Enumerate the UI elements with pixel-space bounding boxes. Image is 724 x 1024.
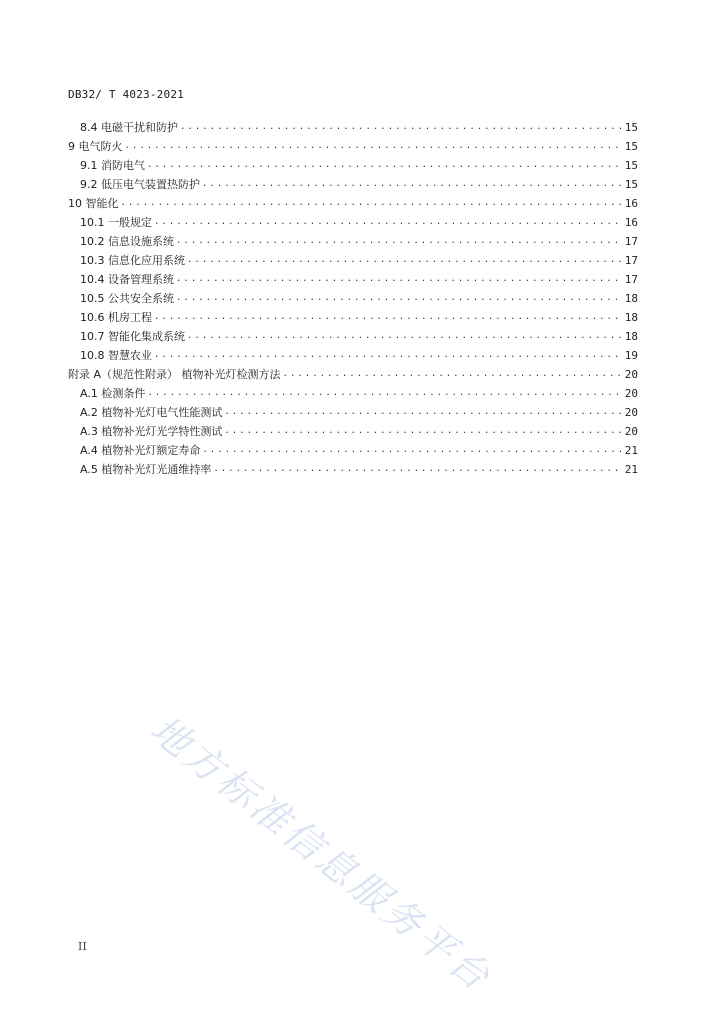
toc-entry-page: 17	[624, 235, 638, 248]
toc-entry-page: 18	[624, 311, 638, 324]
toc-entry[interactable]	[68, 327, 638, 346]
toc-leader-dots	[154, 346, 622, 365]
toc-entry-label: 10.7 智能化集成系统	[80, 330, 185, 343]
toc-entry-label: A.4 植物补光灯额定寿命	[80, 444, 201, 457]
toc-entry[interactable]	[68, 289, 638, 308]
toc-entry-label: 8.4 电磁干扰和防护	[80, 121, 178, 134]
toc-entry-page: 15	[624, 140, 638, 153]
toc-entry-label: 9.2 低压电气装置热防护	[80, 178, 200, 191]
toc-entry-page: 21	[624, 444, 638, 457]
toc-entry-page: 19	[624, 349, 638, 362]
document-code: DB32/ T 4023-2021	[68, 88, 184, 101]
toc-leader-dots	[202, 441, 622, 460]
toc-entry-page: 20	[624, 387, 638, 400]
toc-entry-page: 20	[624, 406, 638, 419]
toc-entry-page: 20	[624, 425, 638, 438]
toc-leader-dots	[125, 137, 623, 156]
toc-entry-page: 15	[624, 121, 638, 134]
toc-entry-page: 18	[624, 330, 638, 343]
toc-entry-page: 18	[624, 292, 638, 305]
toc-entry[interactable]	[68, 175, 638, 194]
toc-leader-dots	[121, 194, 623, 213]
toc-entry[interactable]	[68, 384, 638, 403]
toc-entry[interactable]	[68, 194, 638, 213]
toc-leader-dots	[154, 213, 622, 232]
toc-entry-label: A.3 植物补光灯光学特性测试	[80, 425, 223, 438]
toc-entry-label: 10.3 信息化应用系统	[80, 254, 185, 267]
toc-leader-dots	[202, 175, 622, 194]
toc-entry[interactable]	[68, 308, 638, 327]
toc-entry-label: 9 电气防火	[68, 140, 123, 153]
toc-entry-label: 10.4 设备管理系统	[80, 273, 174, 286]
toc-entry-page: 17	[624, 254, 638, 267]
toc-leader-dots	[187, 327, 622, 346]
toc-entry-label: A.1 检测条件	[80, 387, 146, 400]
toc-entry[interactable]	[68, 403, 638, 422]
toc-leader-dots	[176, 232, 622, 251]
toc-entry-label: 9.1 消防电气	[80, 159, 145, 172]
toc-entry-page: 16	[624, 197, 638, 210]
toc-leader-dots	[224, 422, 622, 441]
toc-entry-label: 10.2 信息设施系统	[80, 235, 174, 248]
toc-entry-label: A.2 植物补光灯电气性能测试	[80, 406, 223, 419]
toc-entry-label: 10.1 一般规定	[80, 216, 152, 229]
toc-entry[interactable]	[68, 441, 638, 460]
toc-leader-dots	[283, 365, 622, 384]
toc-entry[interactable]	[68, 232, 638, 251]
toc-entry[interactable]	[68, 270, 638, 289]
toc-leader-dots	[147, 156, 622, 175]
toc-entry-page: 17	[624, 273, 638, 286]
toc-leader-dots	[176, 289, 622, 308]
toc-entry[interactable]	[68, 422, 638, 441]
page-number: II	[78, 940, 87, 953]
watermark: 地方标准信息服务平台	[142, 707, 501, 1001]
toc-leader-dots	[176, 270, 622, 289]
toc-entry-label: 10.6 机房工程	[80, 311, 152, 324]
toc-leader-dots	[154, 308, 622, 327]
toc-entry[interactable]	[68, 213, 638, 232]
toc-entry-page: 15	[624, 159, 638, 172]
toc-entry[interactable]	[68, 118, 638, 137]
toc-entry-label: 10.5 公共安全系统	[80, 292, 174, 305]
toc-entry-label: 10.8 智慧农业	[80, 349, 152, 362]
toc-entry[interactable]	[68, 251, 638, 270]
toc-entry-page: 15	[624, 178, 638, 191]
toc-entry[interactable]	[68, 365, 638, 384]
toc-leader-dots	[213, 460, 622, 479]
toc-entry-page: 21	[624, 463, 638, 476]
toc-entry-page: 20	[624, 368, 638, 381]
toc-leader-dots	[187, 251, 622, 270]
toc-entry[interactable]	[68, 460, 638, 479]
toc-entry-page: 16	[624, 216, 638, 229]
toc-entry[interactable]	[68, 156, 638, 175]
toc-leader-dots	[147, 384, 622, 403]
toc-entry-label: 10 智能化	[68, 197, 119, 210]
toc-leader-dots	[180, 118, 622, 137]
toc-entry[interactable]	[68, 137, 638, 156]
table-of-contents	[68, 118, 638, 479]
toc-entry-label: 附录 A（规范性附录） 植物补光灯检测方法	[68, 368, 281, 381]
toc-entry-label: A.5 植物补光灯光通维持率	[80, 463, 212, 476]
toc-entry[interactable]	[68, 346, 638, 365]
toc-leader-dots	[224, 403, 622, 422]
